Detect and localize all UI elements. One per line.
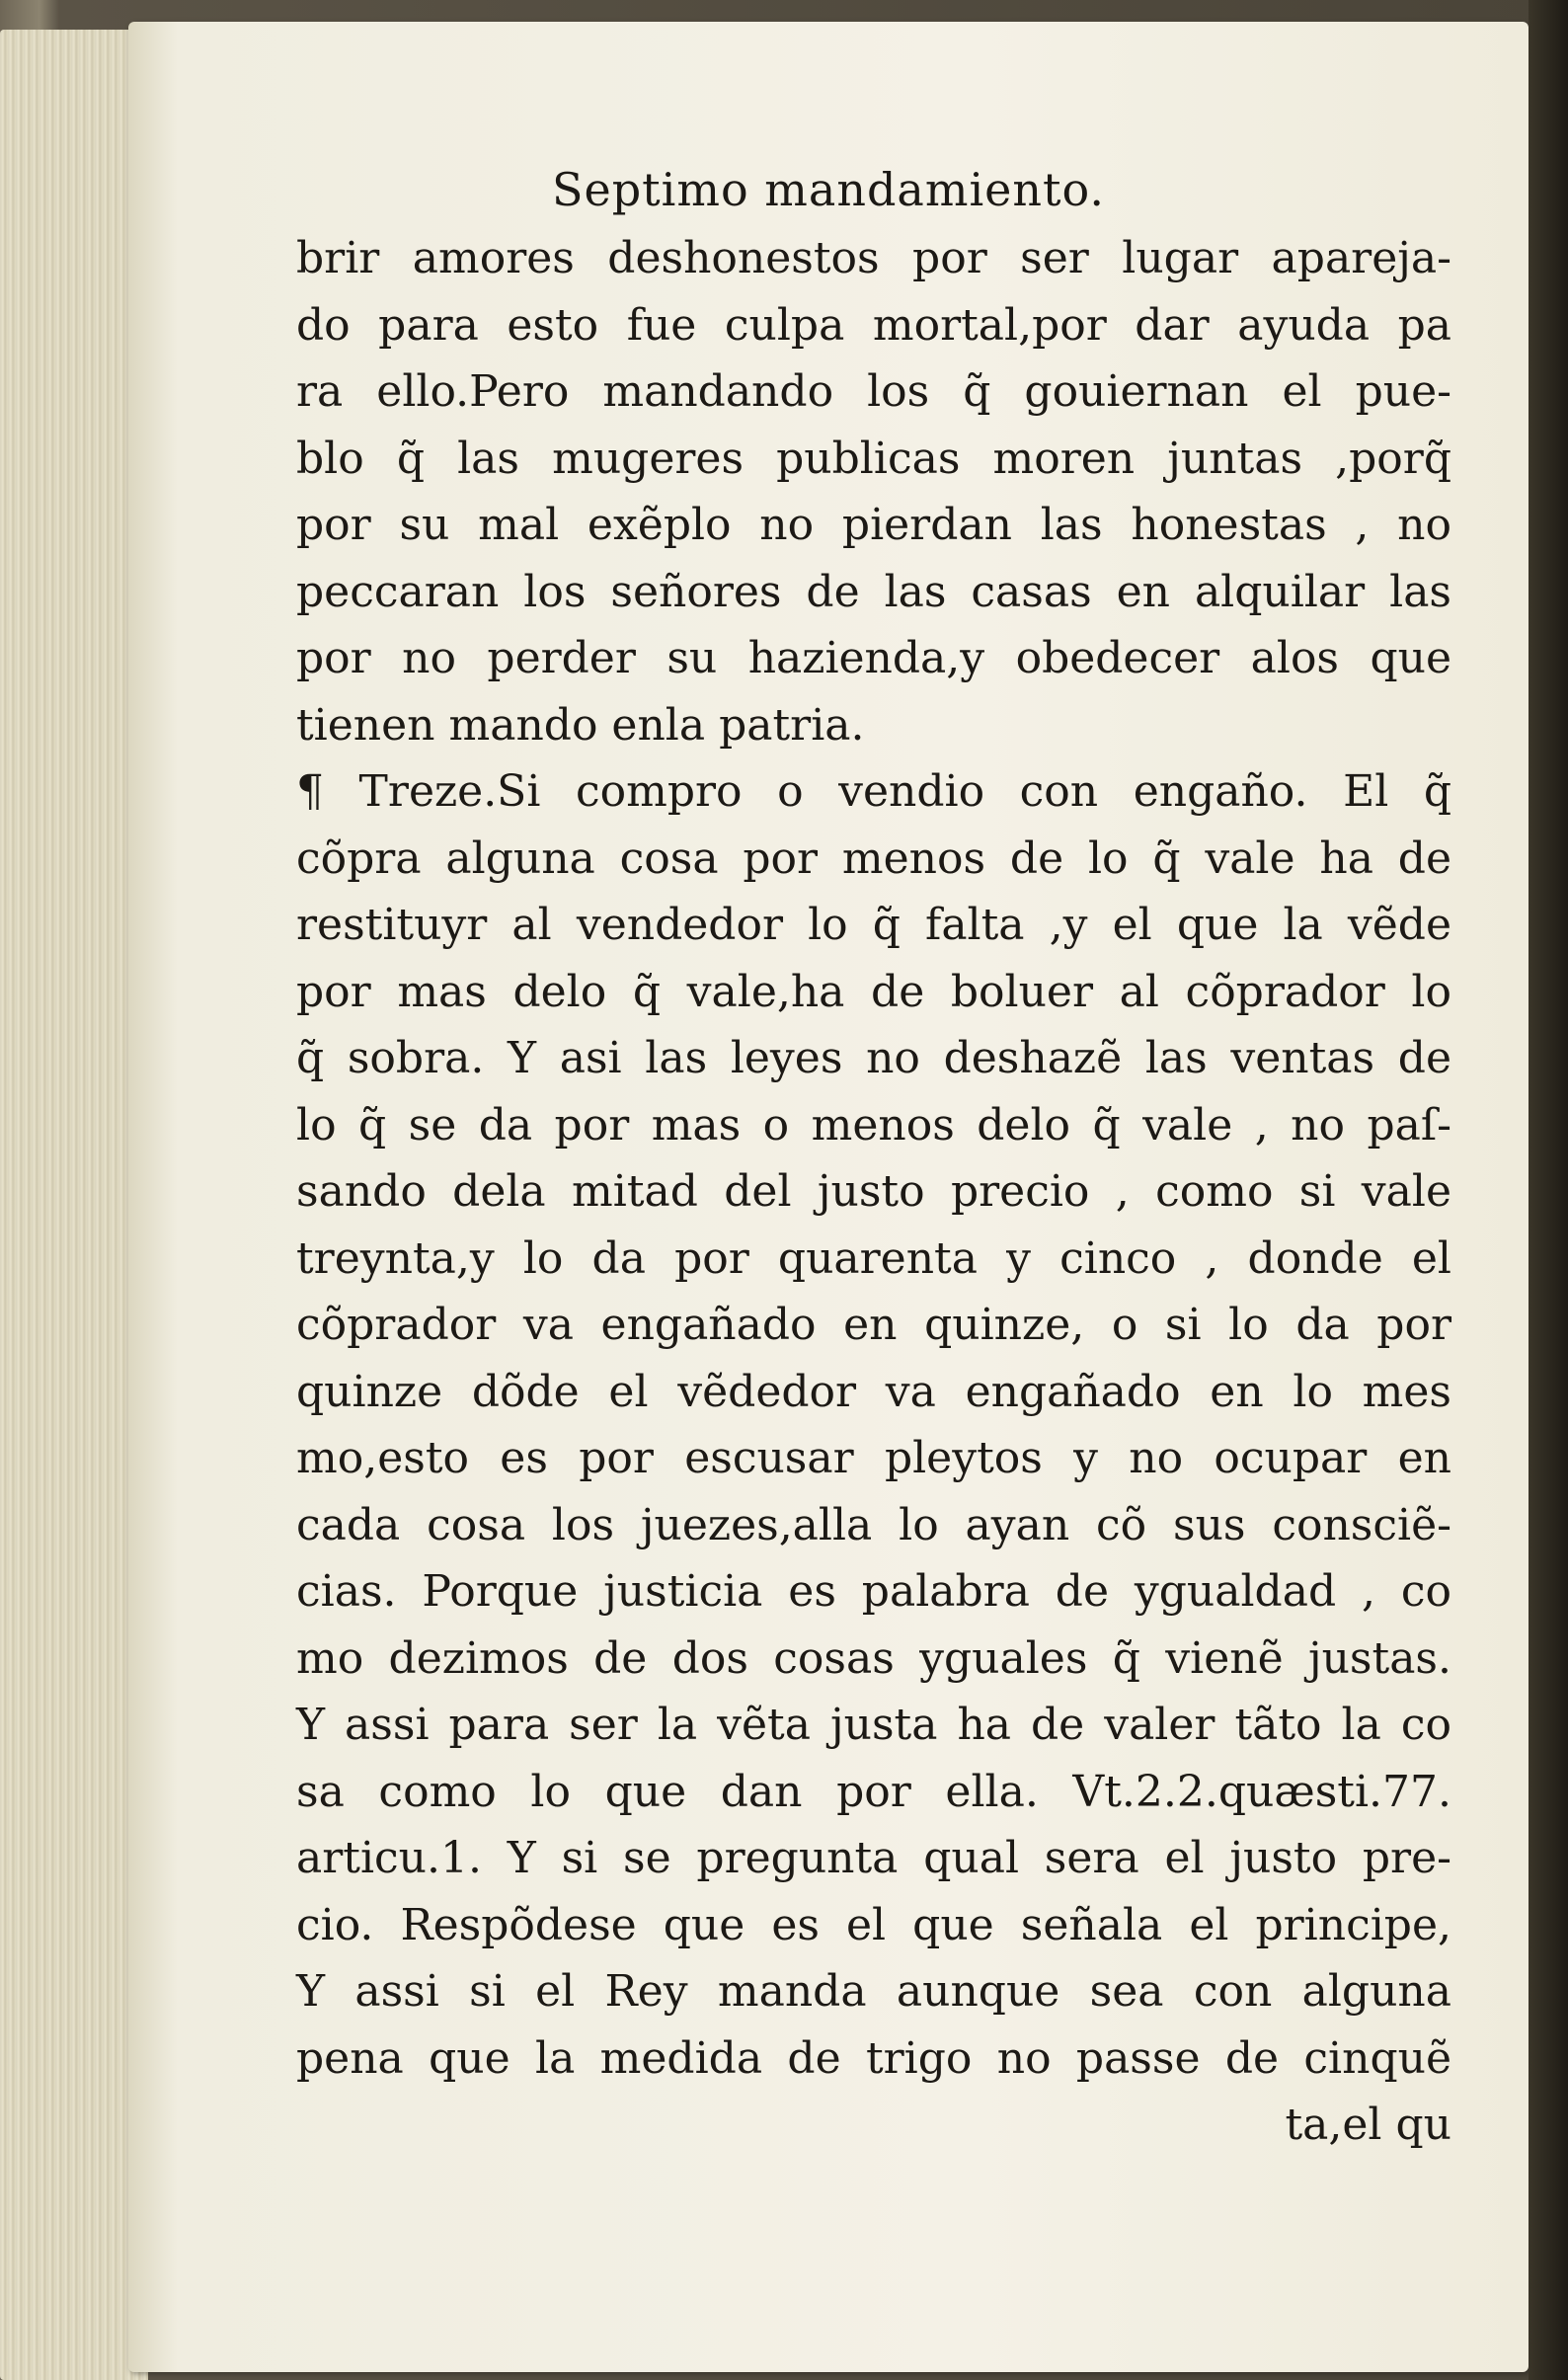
text-line: treynta,y lo da por quarenta y cinco , donde el <box>296 1232 1451 1284</box>
text-line: restituyr al vendedor lo q̃ falta ,y el que la vẽde <box>296 900 1451 950</box>
text-line: cada cosa los juezes,alla lo ayan cõ sus consciẽ- <box>296 1499 1451 1550</box>
running-head: Septimo mandamiento. <box>551 163 1106 216</box>
page-stack-edge <box>0 30 148 2380</box>
text-line: sando dela mitad del justo precio , como si vale <box>296 1166 1451 1217</box>
text-line: cõprador va engañado en quinze, o si lo da por <box>296 1300 1451 1350</box>
text-line: por mas delo q̃ vale,ha de boluer al cõprador lo <box>296 966 1451 1017</box>
text-line: ra ello.Pero mandando los q̃ gouiernan el pue- <box>296 366 1451 417</box>
text-line: Y assi para ser la vẽta justa ha de valer tãto la co <box>296 1700 1451 1750</box>
text-line: q̃ sobra. Y asi las leyes no deshazẽ las ventas de <box>296 1033 1451 1083</box>
text-line: sa como lo que dan por ella. Vt.2.2.quæsti.77. <box>296 1766 1451 1817</box>
binding-shadow <box>1529 0 1568 2380</box>
text-line: tienen mando enla patria. <box>296 699 865 751</box>
text-line: do para esto fue culpa mortal,por dar ayuda pa <box>296 299 1451 351</box>
text-line: lo q̃ se da por mas o menos delo q̃ vale , no paſ- <box>296 1099 1451 1150</box>
text-line: mo dezimos de dos cosas yguales q̃ vienẽ justas. <box>296 1632 1451 1684</box>
text-line: cio. Respõdese que es el que señala el principe, <box>296 1899 1451 1950</box>
text-line: Y assi si el Rey manda aunque sea con alguna <box>296 1966 1451 2017</box>
text-line: peccaran los señores de las casas en alquilar las <box>296 566 1451 617</box>
text-line: cõpra alguna cosa por menos de lo q̃ vale ha de <box>296 833 1451 884</box>
catchword: ta,el qu <box>1285 2100 1451 2150</box>
text-line: articu.1. Y si se pregunta qual sera el justo pre- <box>296 1833 1451 1883</box>
text-line: mo,esto es por escusar pleytos y no ocupar en <box>296 1433 1451 1483</box>
text-line: ¶ Treze.Si compro o vendio con engaño. El q̃ <box>296 766 1451 817</box>
text-line: por su mal exẽplo no pierdan las honestas , no <box>296 500 1451 550</box>
text-line: brir amores deshonestos por ser lugar apareja- <box>296 233 1451 283</box>
text-line: blo q̃ las mugeres publicas moren juntas ,porq̃ <box>296 433 1451 484</box>
text-line: por no perder su hazienda,y obedecer alos que <box>296 633 1451 683</box>
text-line: pena que la medida de trigo no passe de cinquẽ <box>296 2032 1451 2084</box>
text-line: cias. Porque justicia es palabra de ygualdad , co <box>296 1566 1451 1617</box>
text-line: quinze dõde el vẽdedor va engañado en lo mes <box>296 1366 1451 1417</box>
body-text <box>296 225 1451 2159</box>
